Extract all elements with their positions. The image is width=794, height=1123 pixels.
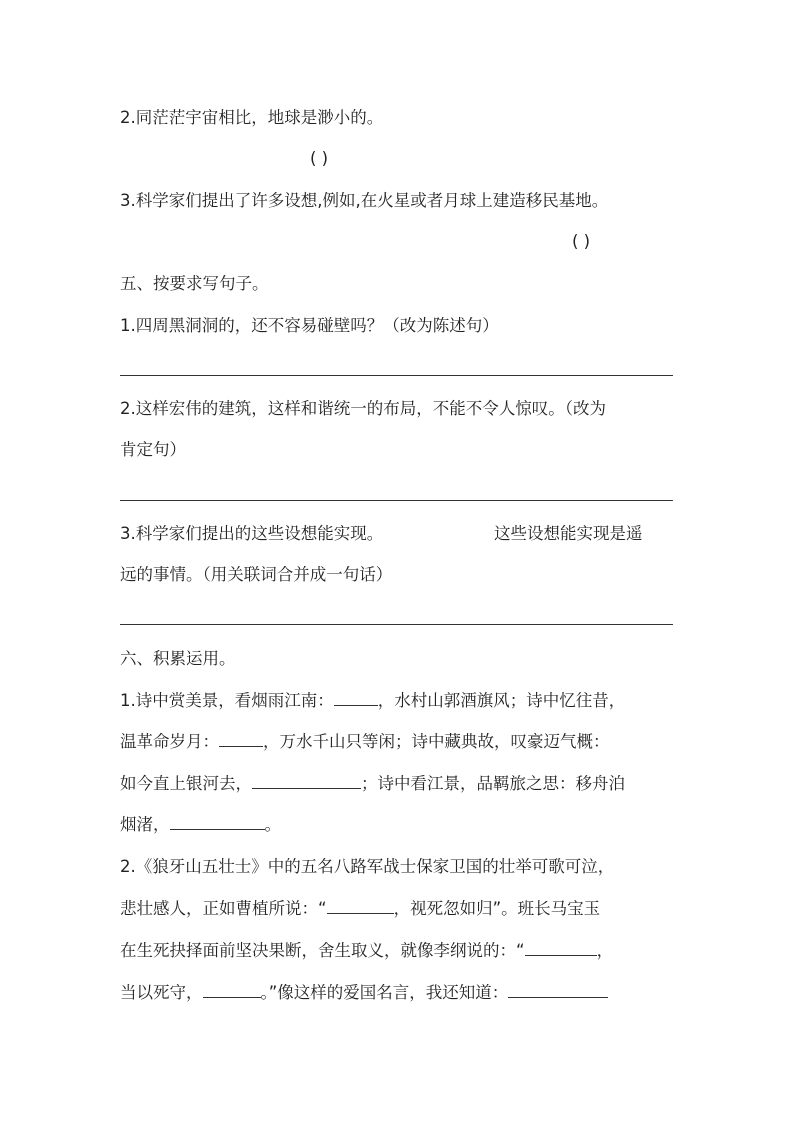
fill-blank[interactable]	[219, 732, 263, 747]
section-5-title: 五、按要求写句子。	[120, 274, 269, 293]
section-6-question-1-line-1	[120, 690, 625, 712]
section-6-question-1-line-2	[120, 731, 610, 753]
text: 温革命岁月：	[120, 732, 219, 751]
text: 。”像这样的爱国名言，我还知道：	[260, 983, 509, 1002]
text: 。	[264, 815, 281, 834]
answer-parentheses-3[interactable]: ( )	[572, 232, 591, 251]
text: 如今直上银河去，	[120, 774, 252, 793]
section-6-question-1-line-4	[120, 814, 281, 836]
text: ，视死忽如归”。班长马宝玉	[393, 899, 601, 918]
text: 烟渚，	[120, 815, 170, 834]
fill-blank[interactable]	[252, 774, 361, 789]
question-3-text: 3.科学家们提出了许多设想,例如,在火星或者月球上建造移民基地。	[120, 191, 609, 210]
fill-blank[interactable]	[203, 983, 261, 998]
text: ；诗中看江景，品羁旅之思：移舟泊	[361, 774, 625, 793]
text: ，水村山郭酒旗风；诗中忆往昔，	[377, 691, 626, 710]
text: 1.诗中赏美景，看烟雨江南：	[120, 691, 334, 710]
section-5-question-3-line-1a: 3.科学家们提出的这些设想能实现。	[120, 524, 384, 543]
answer-line-5-2[interactable]	[120, 500, 673, 501]
section-5-question-3-line-2: 远的事情。（用关联词合并成一句话）	[120, 565, 393, 584]
question-2-text: 2.同茫茫宇宙相比，地球是渺小的。	[120, 108, 384, 127]
section-5-question-3-line-1b: 这些设想能实现是遥	[494, 524, 643, 543]
section-5-question-2-line-2: 肯定句）	[120, 440, 186, 459]
section-5-question-1: 1.四周黑洞洞的，还不容易碰壁吗？（改为陈述句）	[120, 316, 499, 335]
fill-blank[interactable]	[508, 983, 608, 998]
fill-blank[interactable]	[334, 691, 378, 706]
fill-blank[interactable]	[170, 815, 265, 830]
section-6-question-2-line-4	[120, 982, 608, 1004]
answer-line-5-1[interactable]	[120, 375, 673, 376]
section-6-question-1-line-3	[120, 773, 625, 795]
answer-line-5-3[interactable]	[120, 624, 673, 625]
text: ，万水千山只等闲；诗中藏典故，叹豪迈气概：	[263, 732, 610, 751]
section-6-question-2-line-3	[120, 940, 613, 962]
section-6-title: 六、积累运用。	[120, 649, 236, 668]
text: ，	[596, 941, 614, 960]
section-6-question-2-line-2	[120, 898, 600, 920]
answer-parentheses-2[interactable]: ( )	[310, 149, 329, 168]
fill-blank[interactable]	[525, 941, 597, 956]
fill-blank[interactable]	[327, 899, 394, 914]
text: 当以死守，	[120, 983, 203, 1002]
text: 在生死抉择面前坚决果断，舍生取义，就像李纲说的：“	[120, 941, 525, 960]
section-5-question-2-line-1: 2.这样宏伟的建筑，这样和谐统一的布局，不能不令人惊叹。（改为	[120, 399, 606, 418]
text: 悲壮感人，正如曹植所说：“	[120, 899, 327, 918]
section-6-question-2-line-1: 2.《狼牙山五壮士》中的五名八路军战士保家卫国的壮举可歌可泣，	[120, 857, 615, 876]
